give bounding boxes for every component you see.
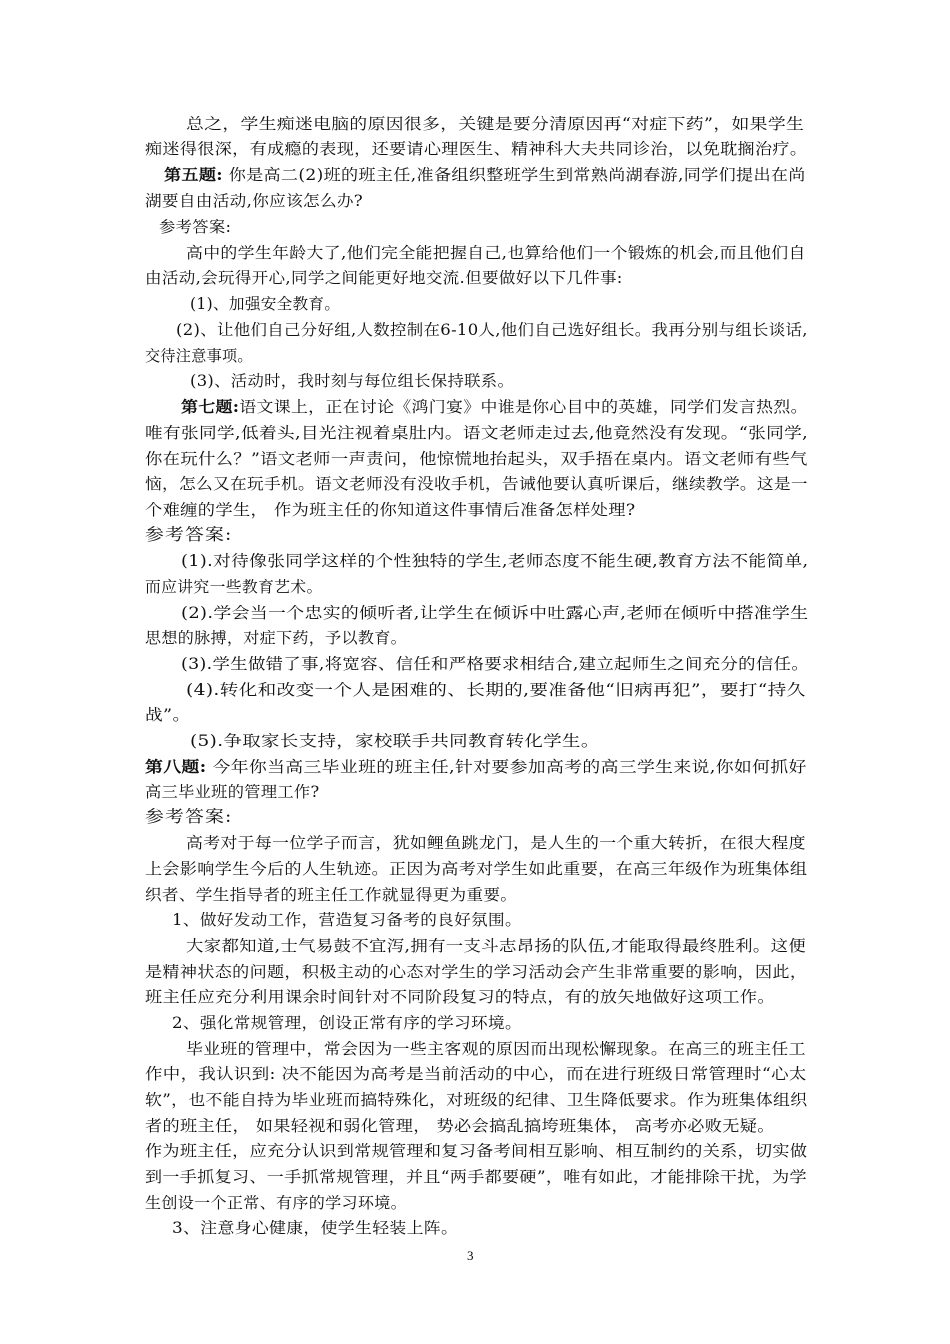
text-line <box>190 291 340 317</box>
line-text: (5).争取家长支持，家校联手共同教育转化学生。 <box>190 732 600 750</box>
text-line <box>145 625 407 651</box>
text-line <box>186 1036 806 1062</box>
line-text: 参考答案: <box>145 525 233 544</box>
line-text: 总之，学生痴迷电脑的原因很多，关键是要分清原因再“对症下药”，如果学生 <box>186 115 805 133</box>
line-text: 思想的脉搏，对症下药，予以教育。 <box>145 629 408 647</box>
line-text: 到一手抓复习、一手抓常规管理，并且“两手都要硬”，唯有如此，才能排除干扰，为学 <box>145 1168 807 1186</box>
line-text: 是精神状态的问题，积极主动的心态对学生的学习活动会产生非常重要的影响，因此， <box>145 963 808 981</box>
line-text: 1、做好发动工作，营造复习备考的良好氛围。 <box>172 911 522 929</box>
line-text: 大家都知道,士气易鼓不宜泻,拥有一支斗志昂扬的队伍,才能取得最终胜利。这便 <box>186 937 807 955</box>
line-text: 恼，怎么又在玩手机。语文老师没有没收手机，告诫他要认真听课后，继续教学。这是一 <box>145 475 808 493</box>
text-line <box>145 1138 807 1164</box>
line-text: (1).对待像张同学这样的个性独特的学生,老师态度不能生硬,教育方法不能简单, <box>181 552 809 570</box>
line-text: 高中的学生年龄大了,他们完全能把握自己,也算给他们一个锻炼的机会,而且他们自 <box>186 244 806 262</box>
text-line <box>145 754 807 780</box>
line-text: 今年你当高三毕业班的班主任,针对要参加高考的高三学生来说,你如何抓好 <box>206 758 807 776</box>
text-line <box>145 1061 807 1087</box>
line-text: 湖要自由活动,你应该怎么办? <box>145 192 364 210</box>
text-line <box>145 1113 775 1139</box>
line-text: 高三毕业班的管理工作? <box>145 783 320 801</box>
line-text: 班主任应充分利用课余时间针对不同阶段复习的特点，有的放矢地做好这项工作。 <box>145 988 775 1006</box>
text-line <box>176 317 808 343</box>
text-line <box>145 420 808 446</box>
text-line <box>159 214 231 240</box>
text-line <box>145 446 808 472</box>
line-text: 生创设一个正常、有序的学习环境。 <box>145 1194 408 1212</box>
line-text: 你在玩什么？”语文老师一声责问，他惊慌地抬起头，双手捂在桌内。语文老师有些气 <box>145 450 808 468</box>
text-line <box>172 1215 458 1241</box>
line-text: 战”。 <box>145 706 191 724</box>
text-line <box>181 651 809 677</box>
text-line <box>145 522 233 548</box>
question-heading: 第七题: <box>181 398 240 416</box>
question-heading: 第五题: <box>164 166 223 184</box>
line-text: 软”，也不能自持为毕业班而搞特殊化，对班级的纪律、卫生降低要求。作为班集体组织 <box>145 1091 808 1109</box>
line-text: 由活动,会玩得开心,同学之间能更好地交流.但要做好以下几件事: <box>145 269 623 287</box>
text-line <box>186 677 806 703</box>
text-line <box>145 497 635 523</box>
line-text: 语文课上，正在讨论《鸿门宴》中谁是你心目中的英雄，同学们发言热烈。 <box>239 398 808 416</box>
text-line <box>190 368 514 394</box>
text-line <box>172 1010 522 1036</box>
text-line <box>145 702 190 728</box>
text-line <box>145 188 363 214</box>
text-line <box>186 830 806 856</box>
text-line <box>145 574 323 600</box>
line-text: 唯有张同学,低着头,目光注视着桌肚内。语文老师走过去,他竟然没有发现。“张同学, <box>145 424 809 442</box>
question-heading: 第八题: <box>145 758 207 776</box>
line-text: 痴迷得很深，有成瘾的表现，还要请心理医生、精神科大夫共同诊治，以免耽搁治疗。 <box>145 140 808 158</box>
page-number: 3 <box>467 1248 474 1263</box>
line-text: 织者、学生指导者的班主任工作就显得更为重要。 <box>145 886 518 904</box>
line-text: 交待注意事项。 <box>145 347 253 365</box>
text-line <box>181 548 809 574</box>
text-line <box>145 1190 407 1216</box>
text-line <box>186 933 806 959</box>
line-text: (2)、让他们自己分好组,人数控制在6-10人,他们自己选好组长。我再分别与组长谈话, <box>176 321 808 339</box>
line-text: 作为班主任，应充分认识到常规管理和复习备考间相互影响、相互制约的关系，切实做 <box>145 1142 808 1160</box>
line-text: (4).转化和改变一个人是困难的、长期的,要准备他“旧病再犯”，要打“持久 <box>186 681 806 699</box>
line-text: 高考对于每一位学子而言，犹如鲤鱼跳龙门，是人生的一个重大转折，在很大程度 <box>186 834 806 852</box>
text-line <box>145 779 319 805</box>
line-text: 你是高二(2)班的班主任,准备组织整班学生到常熟尚湖春游,同学们提出在尚 <box>222 166 806 184</box>
line-text: 作中，我认识到: 决不能因为高考是当前活动的中心，而在进行班级日常管理时“心太 <box>145 1065 807 1083</box>
text-line <box>145 882 517 908</box>
line-text: (3).学生做错了事,将宽容、信任和严格要求相结合,建立起师生之间充分的信任。 <box>181 655 810 673</box>
line-text: 参考答案: <box>145 807 233 826</box>
line-text: 2、强化常规管理，创设正常有序的学习环境。 <box>172 1014 522 1032</box>
text-line <box>145 1087 807 1113</box>
text-line <box>172 907 522 933</box>
text-line <box>145 856 807 882</box>
text-line <box>164 162 806 188</box>
text-line <box>181 394 808 420</box>
text-line <box>181 600 808 626</box>
text-line <box>145 984 775 1010</box>
line-text: 个难缠的学生， 作为班主任的你知道这件事情后准备怎样处理? <box>145 501 636 519</box>
text-line <box>186 111 804 137</box>
text-line <box>145 265 623 291</box>
text-line <box>145 959 807 985</box>
line-text: 上会影响学生今后的人生轨迹。正因为高考对学生如此重要，在高三年级作为班集体组 <box>145 860 808 878</box>
text-line <box>186 240 806 266</box>
line-text: 毕业班的管理中，常会因为一些主客观的原因而出现松懈现象。在高三的班主任工 <box>186 1040 806 1058</box>
text-line <box>145 804 233 830</box>
line-text: (3)、活动时，我时刻与每位组长保持联系。 <box>190 372 515 390</box>
line-text: (1)、加强安全教育。 <box>190 295 341 313</box>
text-line <box>145 471 808 497</box>
text-line <box>145 136 807 162</box>
text-line <box>145 1164 807 1190</box>
line-text: (2).学会当一个忠实的倾听者,让学生在倾诉中吐露心声,老师在倾听中搭准学生 <box>181 604 809 622</box>
line-text: 参考答案: <box>159 218 232 236</box>
text-line <box>190 728 600 754</box>
line-text: 而应讲究一些教育艺术。 <box>145 578 323 596</box>
text-line <box>145 343 253 369</box>
line-text: 者的班主任， 如果轻视和弱化管理， 势必会搞乱搞垮班集体， 高考亦必败无疑。 <box>145 1117 775 1135</box>
line-text: 3、注意身心健康，使学生轻装上阵。 <box>172 1219 459 1237</box>
